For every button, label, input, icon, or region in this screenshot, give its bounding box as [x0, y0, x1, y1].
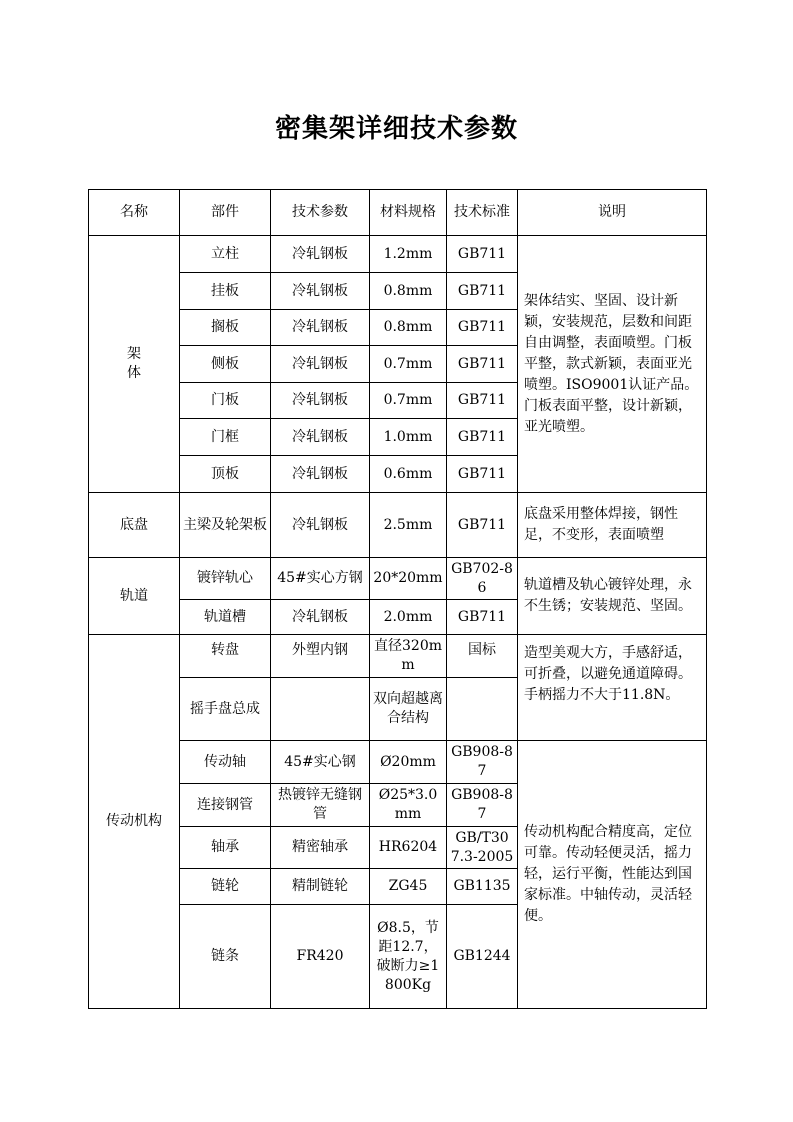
group-name-chassis: 底盘 — [89, 493, 180, 558]
standard-cell: GB711 — [447, 383, 518, 419]
part-cell: 传动轴 — [180, 741, 271, 784]
part-cell: 主梁及轮架板 — [180, 493, 271, 558]
part-cell: 连接钢管 — [180, 784, 271, 827]
header-part: 部件 — [180, 190, 271, 236]
material-cell: 45#实心方钢 — [271, 558, 370, 600]
spec-cell: Ø25*3.0mm — [370, 784, 447, 827]
spec-table — [88, 189, 707, 1009]
standard-cell: GB1244 — [447, 905, 518, 1009]
part-cell: 轨道槽 — [180, 600, 271, 635]
spec-cell: 0.7mm — [370, 383, 447, 419]
material-cell: 冷轧钢板 — [271, 273, 370, 310]
table-row — [89, 741, 707, 784]
material-cell: 冷轧钢板 — [271, 236, 370, 273]
spec-cell: 0.6mm — [370, 456, 447, 493]
group-name-frame: 架 体 — [89, 236, 180, 493]
spec-cell: 1.2mm — [370, 236, 447, 273]
table-header-row — [89, 190, 707, 236]
part-cell: 挂板 — [180, 273, 271, 310]
standard-cell — [447, 678, 518, 741]
standard-cell: GB711 — [447, 236, 518, 273]
spec-cell: 2.5mm — [370, 493, 447, 558]
standard-cell: GB711 — [447, 346, 518, 383]
description-track: 轨道槽及轨心镀锌处理，永不生锈；安装规范、坚固。 — [518, 558, 707, 635]
material-cell: 冷轧钢板 — [271, 456, 370, 493]
spec-cell: 20*20mm — [370, 558, 447, 600]
standard-cell: GB711 — [447, 419, 518, 456]
spec-cell: 双向超越离合结构 — [370, 678, 447, 741]
part-cell: 顶板 — [180, 456, 271, 493]
table-row — [89, 635, 707, 678]
material-cell: 热镀锌无缝钢管 — [271, 784, 370, 827]
material-cell: 冷轧钢板 — [271, 493, 370, 558]
standard-cell: GB702-86 — [447, 558, 518, 600]
material-cell: 冷轧钢板 — [271, 346, 370, 383]
standard-cell: 国标 — [447, 635, 518, 678]
table-row — [89, 236, 707, 273]
part-cell: 链轮 — [180, 869, 271, 905]
standard-cell: GB711 — [447, 493, 518, 558]
spec-cell: 0.8mm — [370, 310, 447, 346]
part-cell: 转盘 — [180, 635, 271, 678]
material-cell: 外塑内钢 — [271, 635, 370, 678]
standard-cell: GB711 — [447, 310, 518, 346]
part-cell: 立柱 — [180, 236, 271, 273]
part-cell: 摇手盘总成 — [180, 678, 271, 741]
material-cell: 精制链轮 — [271, 869, 370, 905]
part-cell: 门框 — [180, 419, 271, 456]
group-name-track: 轨道 — [89, 558, 180, 635]
header-material-spec: 材料规格 — [370, 190, 447, 236]
spec-cell: Ø20mm — [370, 741, 447, 784]
material-cell: 冷轧钢板 — [271, 383, 370, 419]
table-row — [89, 493, 707, 558]
part-cell: 链条 — [180, 905, 271, 1009]
group-name-drive: 传动机构 — [89, 635, 180, 1009]
description-drive-b: 传动机构配合精度高，定位可靠。传动轻便灵活，摇力轻，运行平衡，性能达到国家标准。中轴传动，灵活轻便。 — [518, 741, 707, 1009]
header-standard: 技术标准 — [447, 190, 518, 236]
spec-cell: 2.0mm — [370, 600, 447, 635]
spec-cell: 直径320mm — [370, 635, 447, 678]
description-frame — [518, 236, 707, 493]
standard-cell: GB1135 — [447, 869, 518, 905]
standard-cell: GB711 — [447, 600, 518, 635]
material-cell: 45#实心钢 — [271, 741, 370, 784]
spec-cell: 0.8mm — [370, 273, 447, 310]
spec-cell: Ø8.5，节距12.7，破断力≥1800Kg — [370, 905, 447, 1009]
description-drive-a: 造型美观大方，手感舒适，可折叠，以避免通道障碍。手柄摇力不大于11.8N。 — [518, 635, 707, 741]
material-cell: FR420 — [271, 905, 370, 1009]
standard-cell: GB908-87 — [447, 784, 518, 827]
material-cell — [271, 678, 370, 741]
part-cell: 镀锌轨心 — [180, 558, 271, 600]
standard-cell: GB711 — [447, 273, 518, 310]
standard-cell: GB711 — [447, 456, 518, 493]
part-cell: 搁板 — [180, 310, 271, 346]
part-cell: 门板 — [180, 383, 271, 419]
spec-cell: ZG45 — [370, 869, 447, 905]
page-title: 密集架详细技术参数 — [274, 114, 518, 144]
material-cell: 冷轧钢板 — [271, 600, 370, 635]
header-tech-params: 技术参数 — [271, 190, 370, 236]
header-description: 说明 — [518, 190, 707, 236]
material-cell: 冷轧钢板 — [271, 310, 370, 346]
standard-cell: GB/T307.3-2005 — [447, 827, 518, 869]
spec-cell: 0.7mm — [370, 346, 447, 383]
spec-cell: HR6204 — [370, 827, 447, 869]
material-cell: 精密轴承 — [271, 827, 370, 869]
part-cell: 轴承 — [180, 827, 271, 869]
spec-cell: 1.0mm — [370, 419, 447, 456]
description-text: 门板表面平整，设计新颖，亚光喷塑。 — [524, 397, 692, 435]
standard-cell: GB908-87 — [447, 741, 518, 784]
table-row — [89, 558, 707, 600]
header-name: 名称 — [89, 190, 180, 236]
part-cell: 侧板 — [180, 346, 271, 383]
description-chassis: 底盘采用整体焊接，钢性足，不变形，表面喷塑 — [518, 493, 707, 558]
material-cell: 冷轧钢板 — [271, 419, 370, 456]
description-text: 架体结实、坚固、设计新颖，安装规范，层数和间距自由调整，表面喷塑。门板平整，款式新颖，表面亚光喷塑。ISO9001认证产品。 — [524, 292, 699, 393]
